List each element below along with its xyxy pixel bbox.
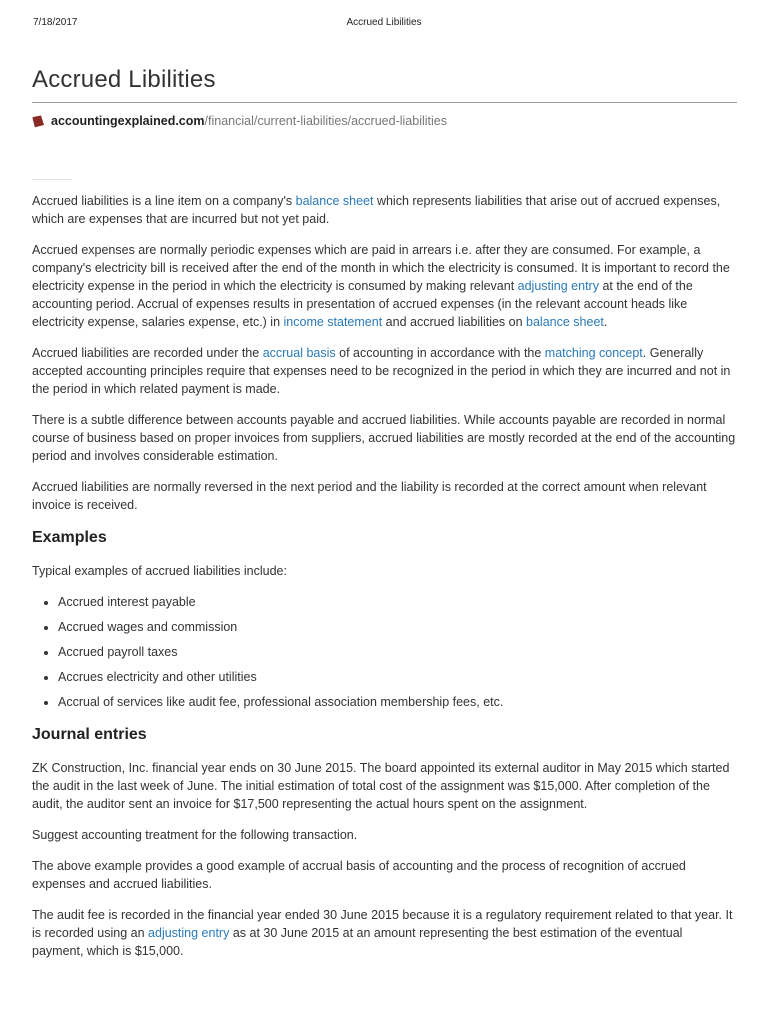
paragraph-difference: There is a subtle difference between accounts payable and accrued liabilities. While accounts payable are recorded in normal course of business based on proper invoices from suppliers, accrued liabilities are mostly recorded at the end of the accounting period and involves considerable estimation. [32, 413, 736, 463]
short-divider [32, 179, 72, 180]
examples-intro: Typical examples of accrued liabilities include: [32, 564, 287, 578]
adjusting-entry-link[interactable]: adjusting entry [148, 926, 230, 940]
examples-heading: Examples [32, 529, 107, 546]
print-title: Accrued Libilities [346, 17, 422, 28]
list-item: • Accrued wages and commission [58, 618, 736, 636]
print-header [33, 17, 735, 31]
source-link[interactable] [32, 112, 447, 130]
list-item: • Accrued interest payable [58, 593, 736, 611]
paragraph-intro: Accrued liabilities is a line item on a company's balance sheet which represents liabilities that arise out of accrued expenses, which are expenses that are incurred but not yet paid. [32, 194, 721, 226]
accrual-basis-link[interactable]: accrual basis [262, 346, 336, 360]
paragraph-explanation: The above example provides a good example of accrual basis of accounting and the process of recognition of accrued expenses and accrued liabilities. [32, 859, 686, 891]
paragraph-reversal: Accrued liabilities are normally reversed in the next period and the liability is recorded at the correct amount when relevant invoice is received. [32, 480, 707, 512]
balance-sheet-link[interactable]: balance sheet [526, 315, 604, 329]
paragraph-accrued-expenses: Accrued expenses are normally periodic expenses which are paid in arrears i.e. after they are consumed. For example, a company's electricity bill is received after the end of the month in which the electricity is consumed. It is important to record the electricity expense in the period in which the electricity is consumed by making relevant adjusting entry at the end of the accounting period. Accrual of expenses results in presentation of accrued expenses (in the relevant account heads like electricity expense, salaries expense, etc.) in income statement and accrued liabilities on balance sheet. [32, 243, 730, 329]
article-body [32, 192, 736, 973]
paragraph-accrual-basis: Accrued liabilities are recorded under the accrual basis of accounting in accordance with the matching concept. Generally accepted accounting principles require that expenses need to be recognized in the period in which they are incurred and not in the period in which related payment is made. [32, 346, 731, 396]
source-path[interactable]: /financial/current-liabilities/accrued-liabilities [204, 114, 447, 128]
paragraph-question: Suggest accounting treatment for the following transaction. [32, 828, 358, 842]
examples-list [32, 593, 736, 711]
adjusting-entry-link[interactable]: adjusting entry [517, 279, 599, 293]
page-title: Accrued Libilities [32, 66, 216, 93]
paragraph-example-scenario: ZK Construction, Inc. financial year ends on 30 June 2015. The board appointed its external auditor in May 2015 which started the audit in the last week of June. The initial estimation of total cost of the assignment was $15,000. After completion of the audit, the auditor sent an invoice for $17,500 representing the actual hours spent on the assignment. [32, 761, 730, 811]
journal-entries-heading: Journal entries [32, 726, 147, 743]
paragraph-audit-fee: The audit fee is recorded in the financial year ended 30 June 2015 because it is a regulatory requirement related to that year. It is recorded using an adjusting entry as at 30 June 2015 at an amount representing the best estimation of the eventual payment, which is $15,000. [32, 908, 733, 958]
print-date: 7/18/2017 [33, 17, 78, 28]
matching-concept-link[interactable]: matching concept [544, 346, 643, 360]
source-domain[interactable]: accountingexplained.com [51, 114, 205, 128]
title-divider [32, 102, 737, 103]
bookmark-icon [32, 115, 45, 128]
balance-sheet-link[interactable]: balance sheet [295, 194, 374, 208]
list-item: • Accrual of services like audit fee, professional association membership fees, etc. [58, 693, 736, 711]
income-statement-link[interactable]: income statement [283, 315, 383, 329]
list-item: • Accrued payroll taxes [58, 643, 736, 661]
list-item: • Accrues electricity and other utilities [58, 668, 736, 686]
